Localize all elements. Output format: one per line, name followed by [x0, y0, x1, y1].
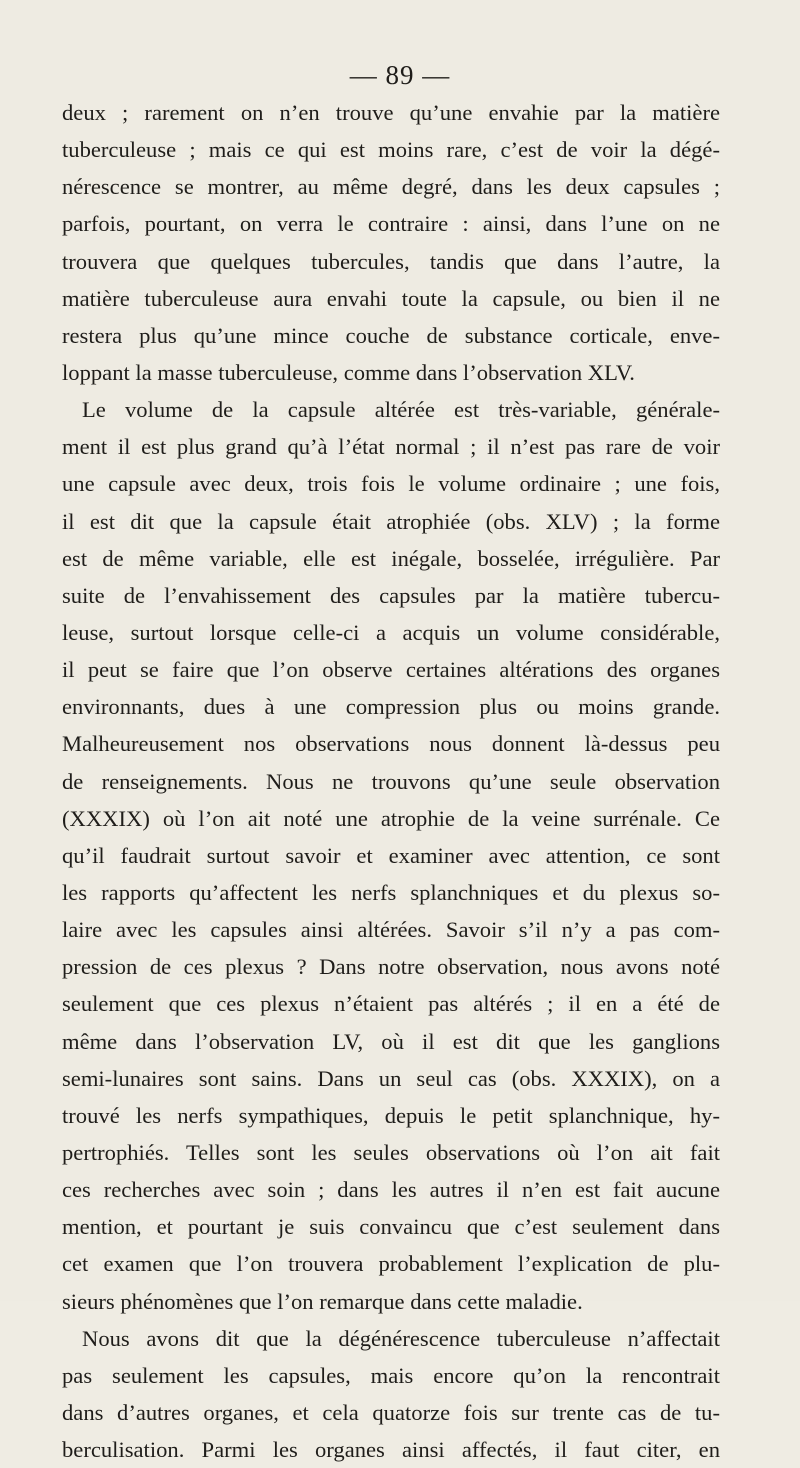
text-line: matière tuberculeuse aura envahi toute la capsule, ou bien il ne: [62, 285, 720, 311]
text-line: parfois, pourtant, on verra le contraire : ainsi, dans l’une on ne: [62, 211, 720, 237]
text-line: berculisation. Parmi les organes ainsi affectés, il faut citer, en: [62, 1437, 720, 1463]
text-line: même dans l’observation LV, où il est dit que les ganglions: [62, 1028, 720, 1054]
text-line: est de même variable, elle est inégale, bosselée, irrégulière. Par: [62, 545, 720, 571]
text-line: (XXXIX) où l’on ait noté une atrophie de la veine surrénale. Ce: [62, 805, 720, 831]
body-text: [62, 94, 720, 1468]
text-line: suite de l’envahissement des capsules par la matière tubercu-: [62, 582, 720, 608]
text-line: il peut se faire que l’on observe certaines altérations des organes: [62, 657, 720, 683]
text-line: environnants, dues à une compression plus ou moins grande.: [62, 694, 720, 720]
text-line: une capsule avec deux, trois fois le volume ordinaire ; une fois,: [62, 471, 720, 497]
text-line: pas seulement les capsules, mais encore qu’on la rencontrait: [62, 1362, 720, 1388]
page-number: — 89 —: [349, 60, 451, 90]
text-line: loppant la masse tuberculeuse, comme dans l’observation XLV.: [62, 359, 635, 385]
text-line: leuse, surtout lorsque celle-ci a acquis un volume considérable,: [62, 619, 720, 645]
text-line: ment il est plus grand qu’à l’état normal ; il n’est pas rare de voir: [62, 434, 720, 460]
text-line: pertrophiés. Telles sont les seules observations où l’on ait fait: [62, 1139, 720, 1165]
text-line: qu’il faudrait surtout savoir et examiner avec attention, ce sont: [62, 842, 720, 868]
text-line: les rapports qu’affectent les nerfs splanchniques et du plexus so-: [62, 879, 720, 905]
text-line: sieurs phénomènes que l’on remarque dans cette maladie.: [62, 1288, 583, 1314]
text-line: mention, et pourtant je suis convaincu que c’est seulement dans: [62, 1214, 720, 1240]
text-line: Malheureusement nos observations nous donnent là-dessus peu: [62, 731, 720, 757]
text-line: laire avec les capsules ainsi altérées. Savoir s’il n’y a pas com-: [62, 917, 720, 943]
text-line: deux ; rarement on n’en trouve qu’une envahie par la matière: [62, 100, 720, 125]
text-line: ces recherches avec soin ; dans les autres il n’en est fait aucune: [62, 1177, 720, 1203]
text-line: cet examen que l’on trouvera probablement l’explication de plu-: [62, 1251, 720, 1277]
text-line: de renseignements. Nous ne trouvons qu’une seule observation: [62, 768, 720, 794]
text-line: dans d’autres organes, et cela quatorze fois sur trente cas de tu-: [62, 1399, 720, 1425]
text-line: restera plus qu’une mince couche de substance corticale, enve-: [62, 322, 720, 348]
text-line: trouvé les nerfs sympathiques, depuis le petit splanchnique, hy-: [62, 1102, 720, 1128]
text-line: tuberculeuse ; mais ce qui est moins rare, c’est de voir la dégé-: [62, 137, 720, 163]
text-line: trouvera que quelques tubercules, tandis que dans l’autre, la: [62, 248, 720, 274]
text-line: pression de ces plexus ? Dans notre observation, nous avons noté: [62, 954, 720, 980]
text-line: semi-lunaires sont sains. Dans un seul cas (obs. XXXIX), on a: [62, 1065, 720, 1091]
text-line: seulement que ces plexus n’étaient pas altérés ; il en a été de: [62, 991, 720, 1017]
text-line: Nous avons dit que la dégénérescence tuberculeuse n’affectait: [82, 1325, 720, 1351]
text-line: il est dit que la capsule était atrophiée (obs. XLV) ; la forme: [62, 508, 720, 534]
text-line: Le volume de la capsule altérée est très-variable, générale-: [82, 397, 720, 423]
text-line: nérescence se montrer, au même degré, dans les deux capsules ;: [62, 174, 720, 200]
